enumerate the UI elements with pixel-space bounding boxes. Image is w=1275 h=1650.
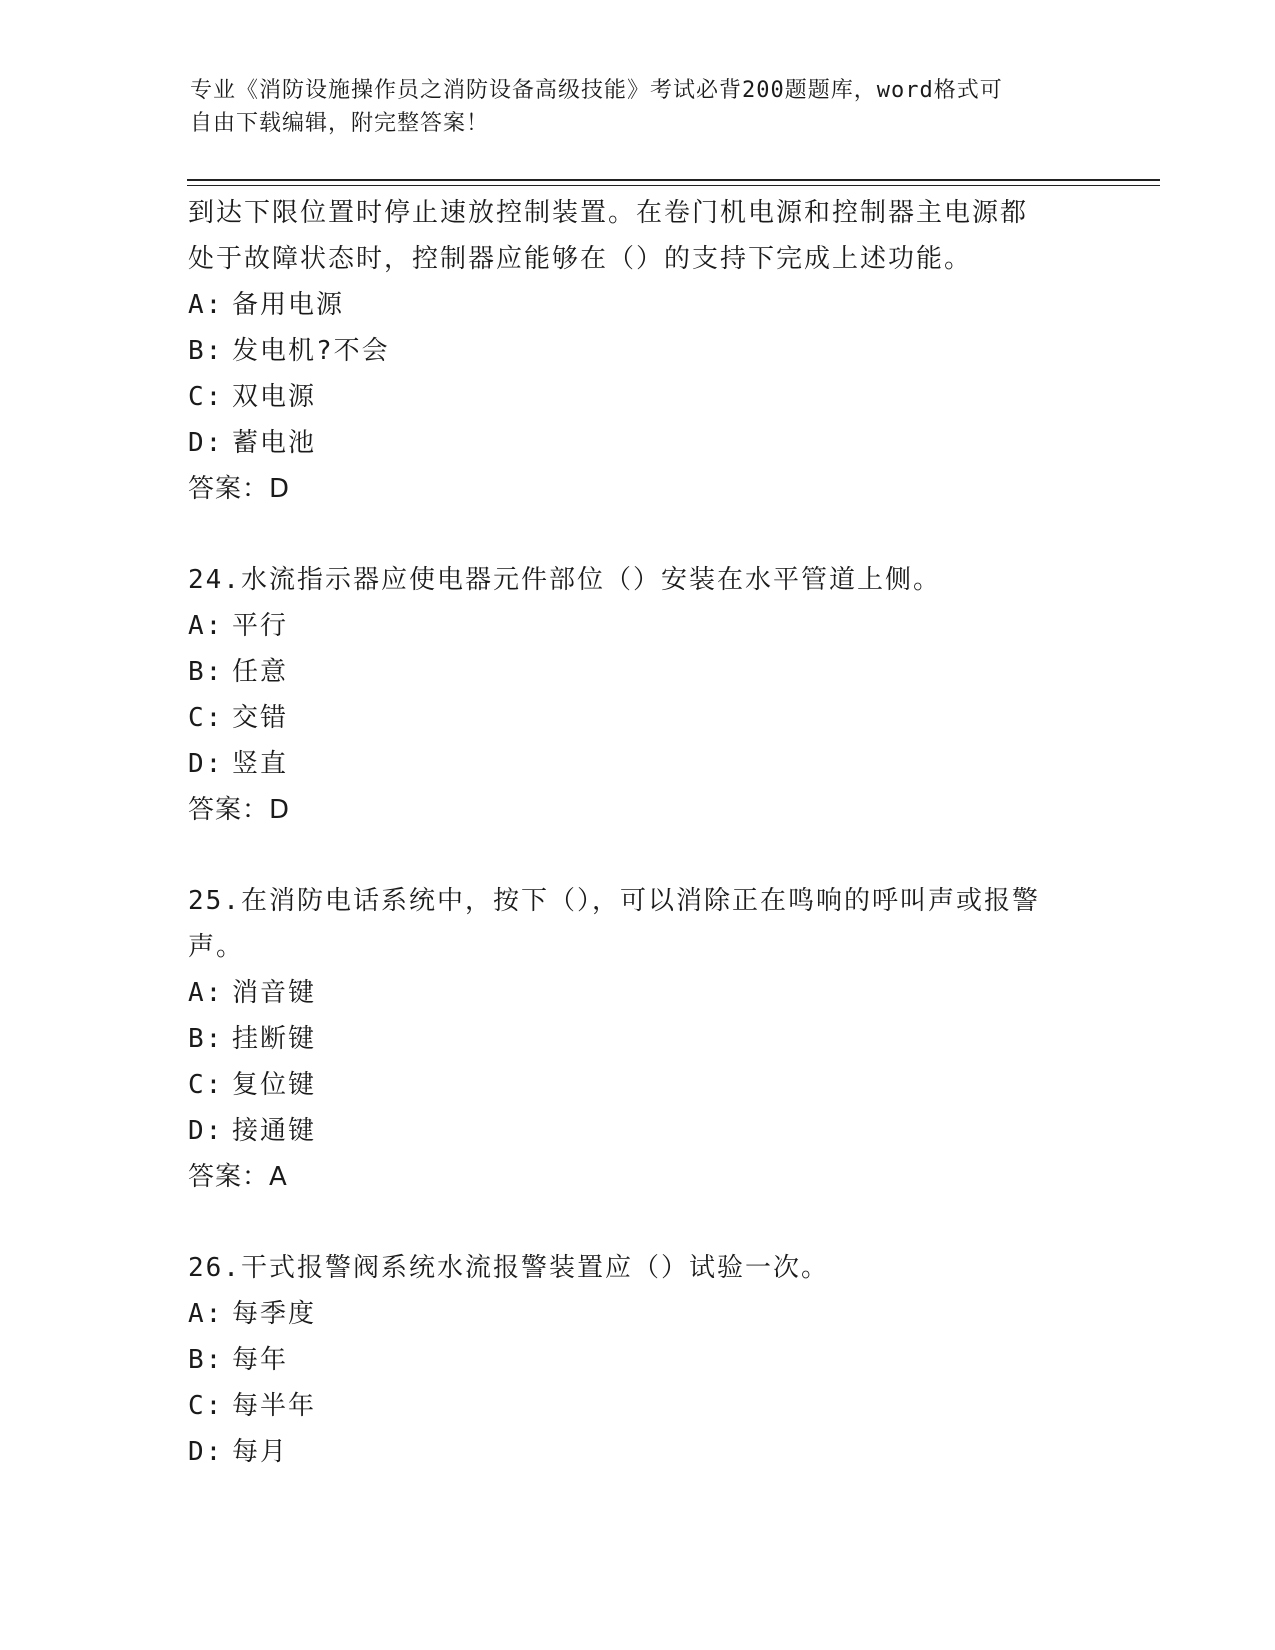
option-a (188, 970, 1108, 1016)
question-stem: 24.水流指示器应使电器元件部位（）安装在水平管道上侧。 (188, 565, 941, 595)
option-label: B: (188, 1345, 224, 1375)
option-text: 平行 (232, 611, 289, 641)
option-d (188, 1108, 1108, 1154)
option-label: B: (188, 1024, 224, 1054)
option-label: A: (188, 611, 224, 641)
option-a (188, 1291, 1108, 1337)
option-label: B: (188, 657, 224, 687)
option-d (188, 741, 1108, 787)
question-25 (188, 878, 1108, 1200)
option-b (188, 1337, 1108, 1383)
document-header (190, 74, 1090, 140)
option-text: 每半年 (232, 1391, 317, 1421)
option-text: 每年 (232, 1345, 289, 1375)
option-a (188, 282, 1108, 328)
question-stem: 到达下限位置时停止速放控制装置。在卷门机电源和控制器主电源都 (188, 198, 1029, 228)
question-26 (188, 1245, 1108, 1475)
option-text: 接通键 (232, 1116, 317, 1146)
answer: 答案：D (188, 795, 291, 825)
option-label: C: (188, 382, 224, 412)
option-c (188, 1383, 1108, 1429)
question-stem: 26.干式报警阀系统水流报警装置应（）试验一次。 (188, 1253, 829, 1283)
option-text: 蓄电池 (232, 428, 317, 458)
option-b (188, 1016, 1108, 1062)
option-text: 交错 (232, 703, 289, 733)
option-label: D: (188, 1116, 224, 1146)
header-divider-thin (187, 185, 1160, 186)
option-text: 任意 (232, 657, 289, 687)
option-d (188, 1429, 1108, 1475)
option-label: A: (188, 978, 224, 1008)
option-label: C: (188, 1070, 224, 1100)
question-stem: 25.在消防电话系统中，按下（），可以消除正在鸣响的呼叫声或报警 (188, 886, 1040, 916)
option-text: 备用电源 (232, 290, 345, 320)
option-label: D: (188, 749, 224, 779)
option-c (188, 1062, 1108, 1108)
header-line-2: 自由下载编辑，附完整答案！ (190, 111, 490, 136)
option-text: 竖直 (232, 749, 289, 779)
option-text: 挂断键 (232, 1024, 317, 1054)
header-divider-thick (187, 179, 1160, 181)
option-label: D: (188, 428, 224, 458)
answer: 答案：D (188, 474, 291, 504)
option-c (188, 695, 1108, 741)
option-b (188, 328, 1108, 374)
option-text: 每季度 (232, 1299, 317, 1329)
question-stem: 声。 (188, 932, 245, 962)
option-label: D: (188, 1437, 224, 1467)
option-label: C: (188, 703, 224, 733)
option-text: 复位键 (232, 1070, 317, 1100)
option-label: A: (188, 290, 224, 320)
option-label: B: (188, 336, 224, 366)
option-text: 双电源 (232, 382, 317, 412)
option-label: C: (188, 1391, 224, 1421)
question-stem: 处于故障状态时，控制器应能够在（）的支持下完成上述功能。 (188, 244, 973, 274)
option-b (188, 649, 1108, 695)
option-text: 发电机?不会 (232, 336, 390, 366)
option-a (188, 603, 1108, 649)
question-list (188, 190, 1108, 1475)
question-24 (188, 557, 1108, 833)
question-23 (188, 190, 1108, 512)
answer: 答案：A (188, 1162, 288, 1192)
option-text: 每月 (232, 1437, 289, 1467)
option-d (188, 420, 1108, 466)
option-text: 消音键 (232, 978, 317, 1008)
header-line-1: 专业《消防设施操作员之消防设备高级技能》考试必背200题题库，word格式可 (190, 78, 1003, 103)
option-label: A: (188, 1299, 224, 1329)
option-c (188, 374, 1108, 420)
